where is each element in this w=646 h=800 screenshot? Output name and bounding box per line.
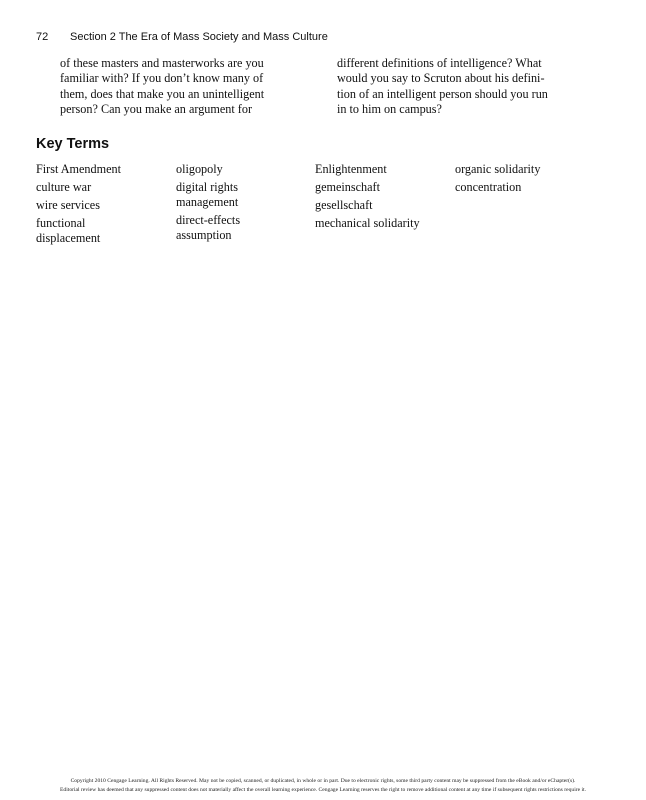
body-text-right-column bbox=[337, 56, 587, 117]
key-terms-column-1 bbox=[36, 162, 171, 249]
key-term: First Amendment bbox=[36, 162, 121, 176]
body-text-left-column bbox=[60, 56, 310, 117]
body-line: tion of an intelligent person should you run bbox=[337, 86, 548, 101]
body-line: of these masters and masterworks are you bbox=[60, 56, 264, 70]
copyright-line: Copyright 2010 Cengage Learning. All Rights Reserved. May not be copied, scanned, or duplicated, in whole or in part. Due to electronic rights, some third party content may be suppressed from the eBook and/or eChapter(s). bbox=[70, 778, 576, 784]
body-line: in to him on campus? bbox=[337, 101, 442, 116]
copyright-line: Editorial review has deemed that any suppressed content does not materially affect the overall learning experience. Cengage Learning reserves the right to remove additional content at any time if subsequent rights restrictions require it. bbox=[60, 787, 586, 793]
key-term: gesellschaft bbox=[315, 198, 373, 212]
body-line: person? Can you make an argument for bbox=[60, 101, 253, 116]
running-header bbox=[36, 31, 328, 43]
key-term: Enlightenment bbox=[315, 162, 387, 176]
key-terms-column-2 bbox=[176, 162, 306, 246]
key-term: digital rights management bbox=[176, 180, 239, 209]
key-term: wire services bbox=[36, 198, 100, 212]
running-title: Section 2 The Era of Mass Society and Mass Culture bbox=[70, 31, 328, 43]
key-term: culture war bbox=[36, 180, 92, 194]
key-term: organic solidarity bbox=[455, 162, 541, 176]
page-number: 72 bbox=[36, 31, 49, 43]
key-terms-heading: Key Terms bbox=[36, 136, 110, 152]
key-terms-column-4 bbox=[455, 162, 605, 198]
body-line: familiar with? If you don’t know many of bbox=[60, 71, 264, 86]
body-line: them, does that make you an unintelligent bbox=[60, 86, 265, 101]
copyright-footer bbox=[0, 777, 646, 795]
body-line: different definitions of intelligence? What bbox=[337, 56, 542, 70]
key-term: mechanical solidarity bbox=[315, 216, 420, 230]
key-term: gemeinschaft bbox=[315, 180, 380, 194]
key-term: concentration bbox=[455, 180, 522, 194]
key-term: oligopoly bbox=[176, 162, 223, 176]
body-line: would you say to Scruton about his defini- bbox=[337, 71, 545, 86]
key-term: functional displacement bbox=[36, 216, 101, 245]
key-term: direct-effects assumption bbox=[176, 213, 241, 242]
key-terms-column-3 bbox=[315, 162, 450, 234]
